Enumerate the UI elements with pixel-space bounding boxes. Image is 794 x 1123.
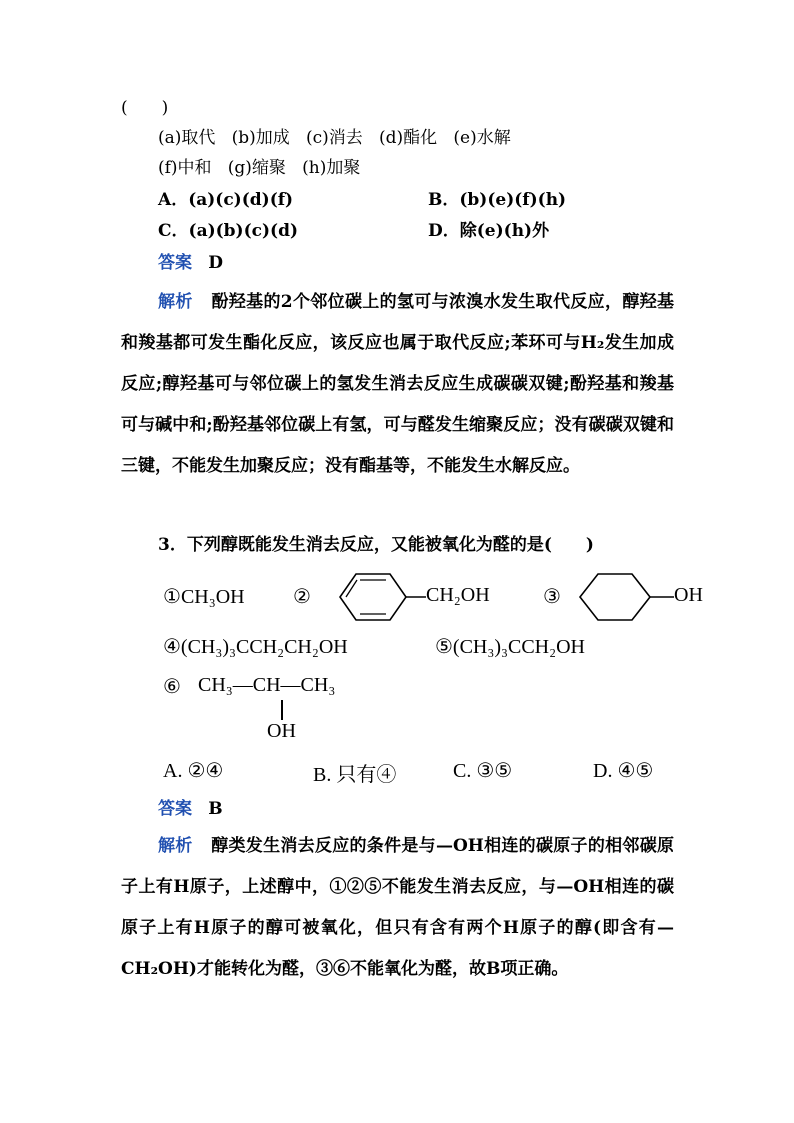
compound-1-num: ① [163,586,181,608]
compound-6-oh: OH [267,720,296,742]
analysis-text: 醇类发生消去反应的条件是与—OH相连的碳原子的相邻碳原子上有H原子，上述醇中，①②⑤不能发生消去反应，与—OH相连的碳原子上有H原子的醇可被氧化，但只有含有两个H原子的醇(即含有—CH₂OH)才能转化为醛，③⑥不能氧化为醛，故B项正确。 [121,836,674,979]
compound-6-bond [281,700,283,720]
q2-option-b: B．(b)(e)(f)(h) [428,190,567,210]
q3-choice-d: D. ④⑤ [593,760,654,782]
type-g: (g)缩聚 [227,158,286,178]
compound-1 [163,584,245,609]
compound-5: ⑤(CH₃)₃CCH₂OH [435,636,585,658]
type-c: (c)消去 [306,128,363,148]
q3-choice-c: C. ③⑤ [453,760,513,782]
q2-answer [158,251,223,275]
type-a: (a)取代 [158,128,216,148]
compound-2-formula: CH₂OH [426,584,490,606]
q3-stem: 3．下列醇既能发生消去反应，又能被氧化为醛的是( ) [158,535,594,555]
type-h: (h)加聚 [302,158,361,178]
compound-4: ④(CH₃)₃CCH₂CH₂OH [163,636,348,658]
answer-label: 答案 [158,253,192,273]
answer-value: D [208,253,223,273]
analysis-text: 酚羟基的2个邻位碳上的氢可与浓溴水发生取代反应，醇羟基和羧基都可发生酯化反应，该反应也属于取代反应;苯环可与H₂发生加成反应;醇羟基可与邻位碳上的氢发生消去反应生成碳碳双键;酚羟基和羧基可与碱中和;酚羟基邻位碳上有氢，可与醛发生缩聚反应；没有碳碳双键和三键，不能发生加聚反应；没有酯基等，不能发生水解反应。 [121,292,674,476]
type-f: (f)中和 [158,158,212,178]
cyclohexane-ring [576,570,676,624]
q3-answer [158,797,223,821]
q2-reaction-types-row1 [158,126,511,150]
compound-1-formula: CH₃OH [180,586,245,608]
compound-6-chain: CH₃—CH—CH₃ [198,674,336,696]
compound-6-num: ⑥ [163,676,181,698]
compound-2-num: ② [293,586,311,608]
type-b: (b)加成 [231,128,290,148]
compound-3-formula: OH [674,584,703,606]
type-d: (d)酯化 [379,128,438,148]
q2-analysis [121,282,674,487]
q3-analysis [121,826,674,990]
type-e: (e)水解 [453,128,511,148]
q2-option-d: D．除(e)(h)外 [428,221,550,241]
answer-value: B [208,799,223,819]
q2-option-a: A．(a)(c)(d)(f) [158,190,294,210]
q2-option-c: C．(a)(b)(c)(d) [158,221,299,241]
q3-choice-a: A. ②④ [163,760,224,782]
benzene-ring [326,570,426,624]
q2-reaction-types-row2 [158,156,360,180]
analysis-label: 解析 [158,292,193,312]
analysis-label: 解析 [158,836,193,856]
q2-blank: ( ) [121,98,169,118]
answer-label: 答案 [158,799,192,819]
q3-choice-b: B. 只有④ [313,764,397,786]
compound-3-num: ③ [543,586,561,608]
